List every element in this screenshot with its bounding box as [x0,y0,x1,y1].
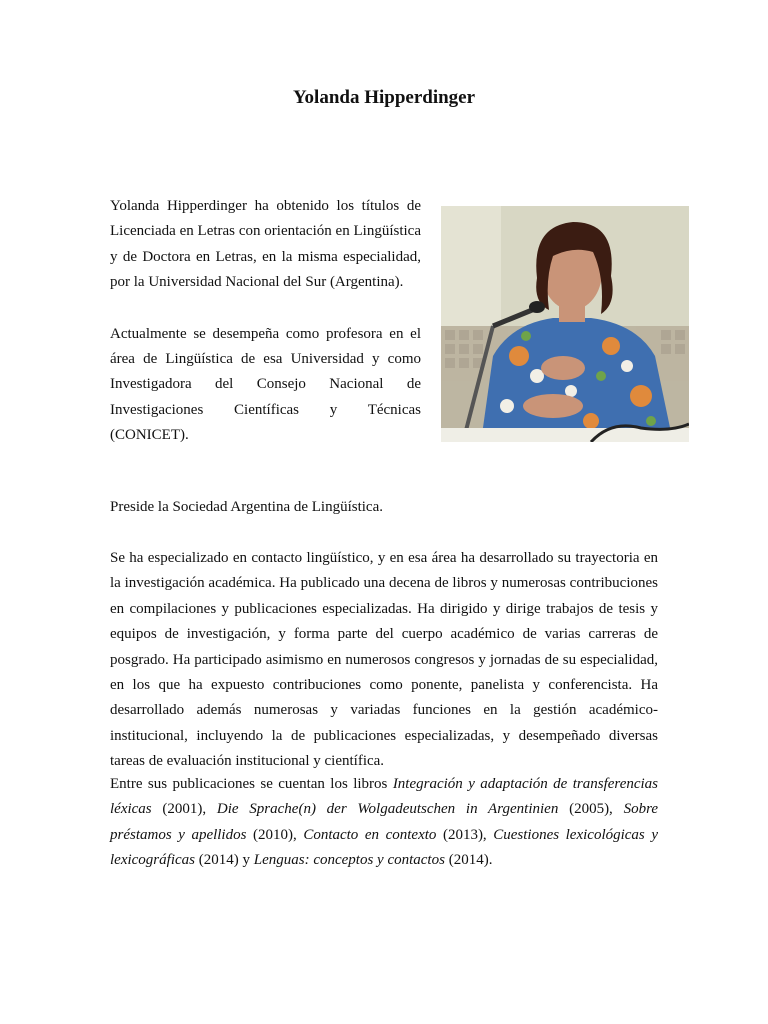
book-year: (2001), [151,801,217,818]
book-year: (2014). [444,852,493,869]
book-year: (2014) y [194,852,254,869]
book-year: (2005), [558,801,624,818]
book-title: Sobre préstamos y apellidos [110,801,659,843]
book-title: Integración y adaptación de transferencias léxicas [110,776,659,818]
page-title: Yolanda Hipperdinger [292,87,476,108]
paragraph-current-position: Actualmente se desempeña como profesora en el área de Lingüística de esa Universidad y como Investigadora del Consejo Nacional de Investigaciones Científicas y Técnicas (CONICET). [110,325,421,444]
book-title: Contacto en contexto [303,826,437,843]
book-year: (2013), [436,826,494,843]
book-year: (2010), [246,826,304,843]
intro-block [110,194,421,475]
paragraph-society: Preside la Sociedad Argentina de Lingüística. [110,499,383,515]
paragraph-specialization: Se ha especializado en contacto lingüístico, y en esa área ha desarrollado su trayectoria en la investigación académica. Ha publicado una decena de libros y numerosas contribuciones en compilaciones y publicaciones especializadas. Ha dirigido y dirige trabajos de tesis y equipos de investigación, y forma parte del cuerpo académico de varias carreras de posgrado. Ha participado asimismo en numerosos congresos y jornadas de su especialidad, en los que ha expuesto contribuciones como ponente, panelista y conferencista. Ha desarrollado además numerosas y variadas funciones en la gestión académico-institucional, incluyendo la de publicaciones especializadas, y desempeñado diversas tareas de evaluación institucional y científica. [110,550,658,770]
paragraph-degrees: Yolanda Hipperdinger ha obtenido los títulos de Licenciada en Letras con orientación en Lingüística y de Doctora en Letras, en la misma especialidad, por la Universidad Nacional del Sur (Argentina). [110,198,421,291]
portrait-photo [441,206,689,442]
book-title: Cuestiones lexicológicas y lexicográficas [110,826,658,869]
portrait-image [441,206,689,442]
publications-intro: Entre sus publicaciones se cuentan los libros [110,776,393,792]
book-title: Lenguas: conceptos y contactos [253,852,445,869]
book-title: Die Sprache(n) der Wolgadeutschen in Argentinien [216,801,559,818]
paragraph-publications [110,772,658,874]
